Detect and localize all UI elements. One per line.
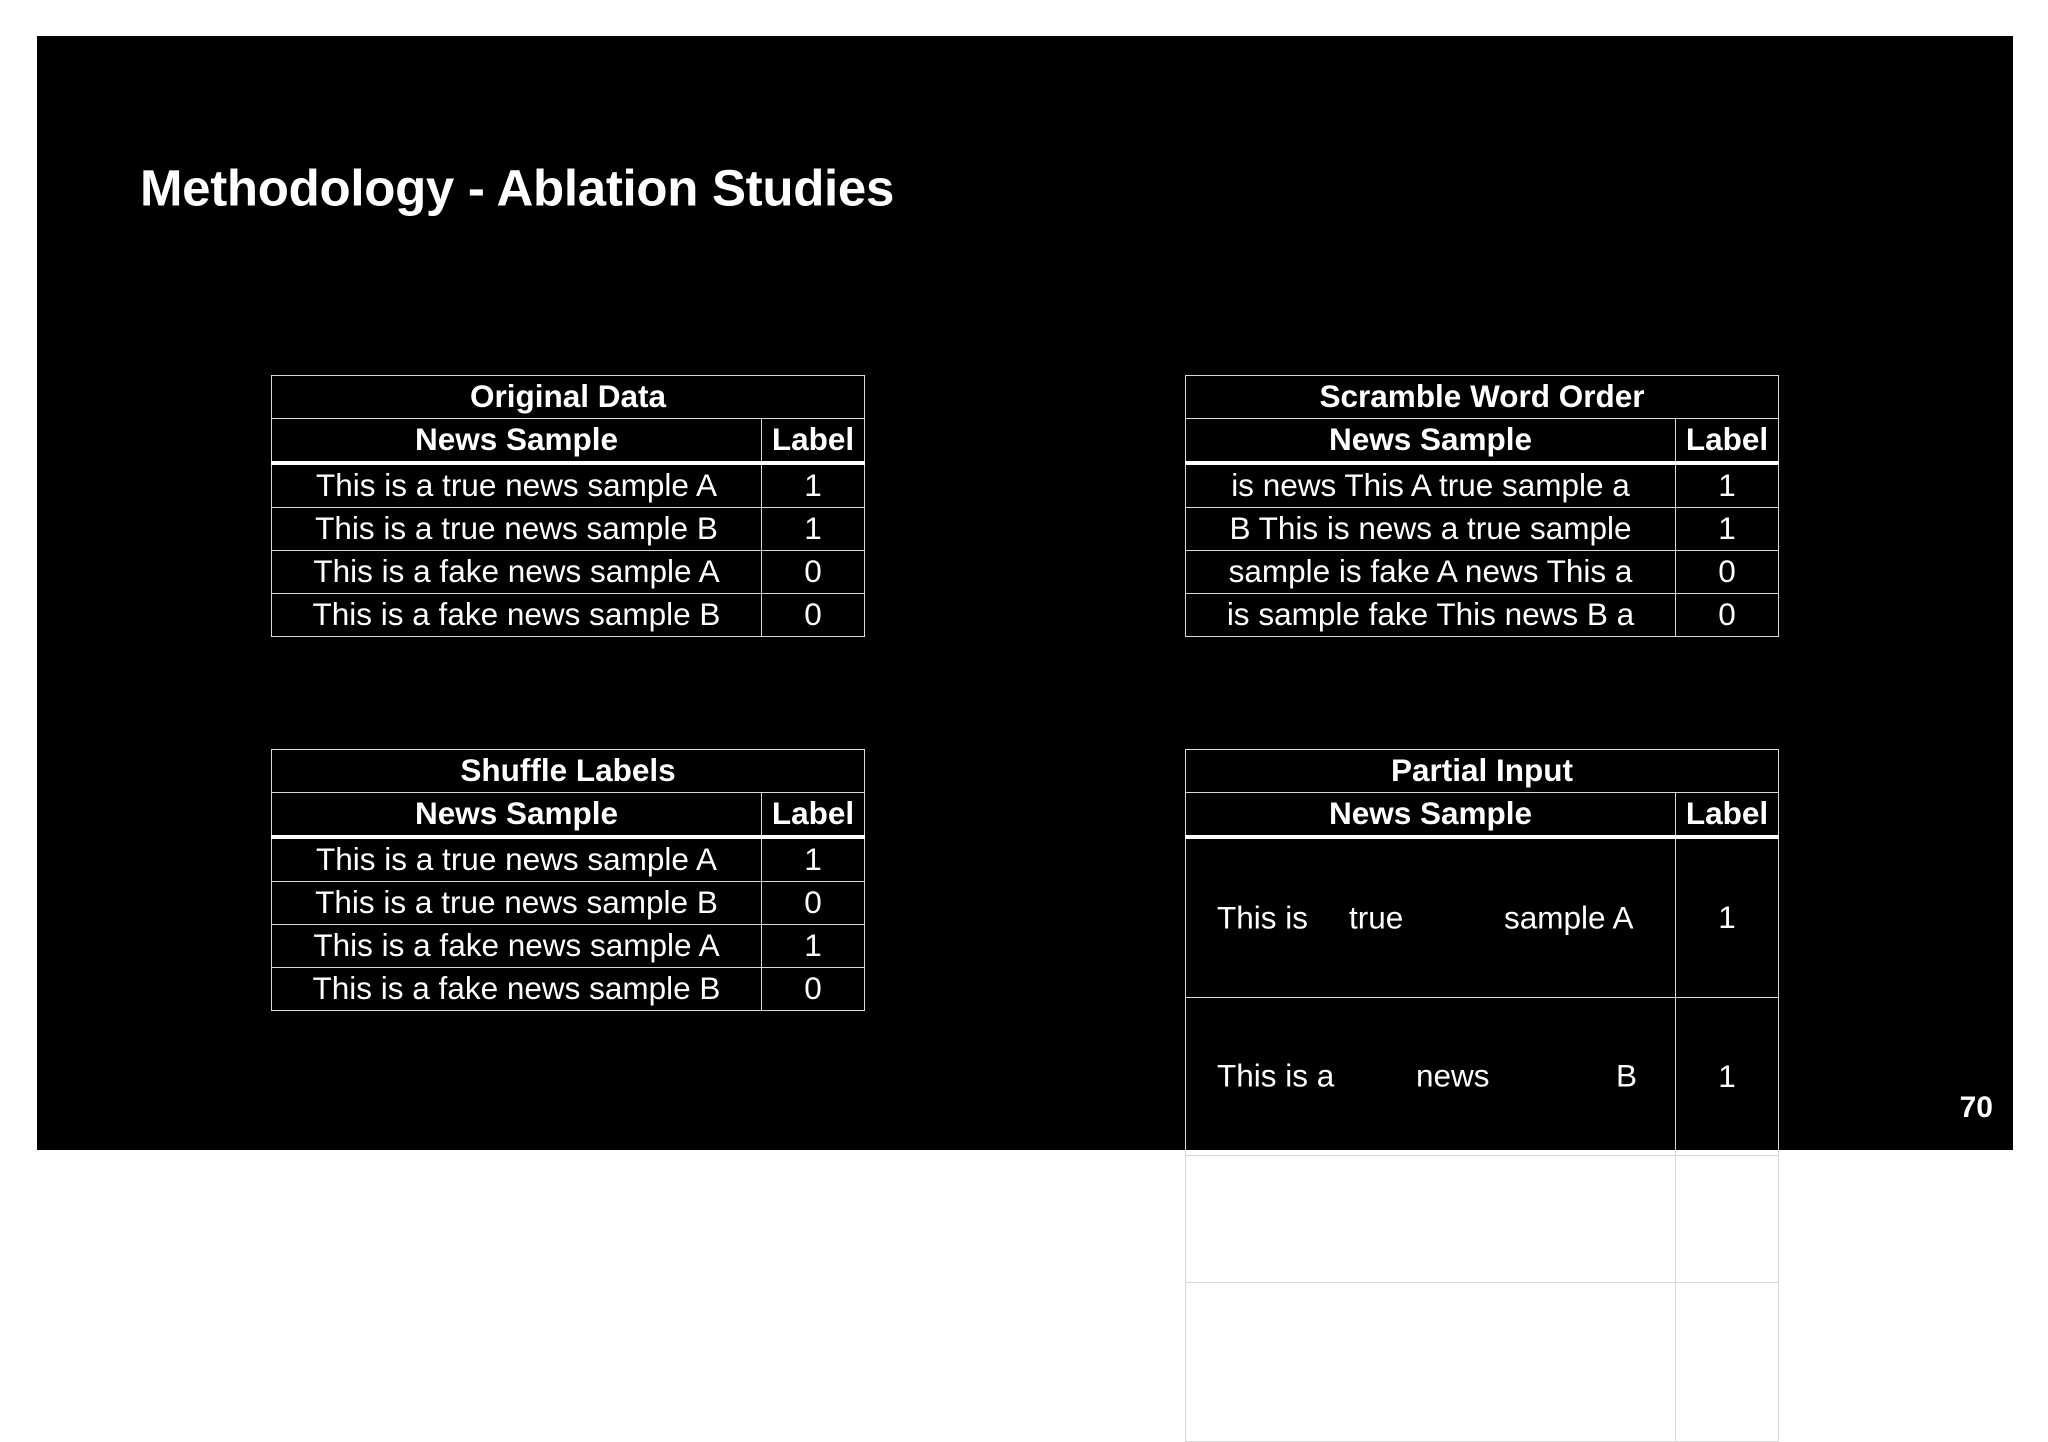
column-header-news-sample: News Sample	[1186, 793, 1676, 838]
word-fragment: news	[1416, 1057, 1490, 1094]
word-fragment: This is a	[1217, 1057, 1335, 1094]
news-sample-cell: This is a fake news sample A	[272, 925, 762, 968]
column-header-label: Label	[1676, 419, 1779, 464]
column-header-news-sample: News Sample	[272, 419, 762, 464]
label-cell: 0	[1676, 1156, 1779, 1283]
news-sample-cell: This is a true news sample A	[272, 463, 762, 508]
table-row	[272, 882, 865, 925]
label-cell: 0	[1676, 1283, 1779, 1442]
table-row	[272, 463, 865, 508]
scramble-word-order-table	[1185, 375, 1779, 637]
news-sample-cell: This is a true news sample A	[272, 837, 762, 882]
news-sample-cell	[1186, 1283, 1676, 1442]
table-row	[1186, 594, 1779, 637]
news-sample-cell: This is a fake news sample A	[272, 551, 762, 594]
page-number: 70	[1959, 1091, 1993, 1124]
column-header-news-sample: News Sample	[1186, 419, 1676, 464]
table-row	[1186, 508, 1779, 551]
table-row	[1186, 463, 1779, 508]
table-row	[1186, 1156, 1779, 1283]
news-sample-cell: is news This A true sample a	[1186, 463, 1676, 508]
table-title: Shuffle Labels	[272, 750, 865, 793]
table-row	[1186, 1283, 1779, 1442]
slide	[37, 36, 2013, 1379]
news-sample-cell: This is a true news sample B	[272, 882, 762, 925]
news-sample-cell	[1186, 1156, 1676, 1283]
label-cell: 1	[1676, 837, 1779, 997]
label-cell: 0	[762, 594, 865, 637]
label-cell: 1	[1676, 463, 1779, 508]
word-fragment: news sample B	[1420, 1343, 1634, 1379]
column-header-label: Label	[762, 419, 865, 464]
word-fragment: is	[1288, 1200, 1311, 1237]
partial-input-table	[1185, 749, 1779, 1442]
label-cell: 0	[1676, 594, 1779, 637]
table-title: Scramble Word Order	[1186, 376, 1779, 419]
label-cell: 1	[1676, 997, 1779, 1156]
table-row	[272, 837, 865, 882]
label-cell: 1	[762, 925, 865, 968]
word-fragment: true	[1349, 899, 1404, 935]
label-cell: 0	[762, 551, 865, 594]
label-cell: 1	[762, 463, 865, 508]
news-sample-cell	[1186, 997, 1676, 1156]
column-header-news-sample: News Sample	[272, 793, 762, 838]
label-cell: 0	[1676, 551, 1779, 594]
news-sample-cell: This is a fake news sample B	[272, 968, 762, 1011]
word-fragment: B	[1616, 1057, 1638, 1094]
news-sample-cell	[1186, 837, 1676, 997]
word-fragment: fake news sample	[1347, 1200, 1600, 1237]
table-row	[272, 594, 865, 637]
news-sample-cell: B This is news a true sample	[1186, 508, 1676, 551]
table-row	[1186, 997, 1779, 1156]
label-cell: 0	[762, 968, 865, 1011]
word-fragment: sample A	[1504, 899, 1634, 935]
table-title: Partial Input	[1186, 750, 1779, 793]
label-cell: 1	[762, 837, 865, 882]
word-fragment: This	[1215, 1343, 1275, 1379]
news-sample-cell: is sample fake This news B a	[1186, 594, 1676, 637]
table-title: Original Data	[272, 376, 865, 419]
column-header-label: Label	[1676, 793, 1779, 838]
table-row	[272, 508, 865, 551]
label-cell: 1	[762, 508, 865, 551]
slide-title: Methodology - Ablation Studies	[140, 159, 895, 217]
table-row	[1186, 551, 1779, 594]
shuffle-labels-table	[271, 749, 865, 1011]
table-row	[272, 968, 865, 1011]
news-sample-cell: This is a fake news sample B	[272, 594, 762, 637]
word-fragment: a	[1321, 1343, 1339, 1379]
table-row	[272, 925, 865, 968]
word-fragment: This is	[1217, 899, 1309, 935]
original-data-table	[271, 375, 865, 637]
label-cell: 0	[762, 882, 865, 925]
column-header-label: Label	[762, 793, 865, 838]
table-row	[1186, 837, 1779, 997]
label-cell: 1	[1676, 508, 1779, 551]
news-sample-cell: sample is fake A news This a	[1186, 551, 1676, 594]
news-sample-cell: This is a true news sample B	[272, 508, 762, 551]
table-row	[272, 551, 865, 594]
